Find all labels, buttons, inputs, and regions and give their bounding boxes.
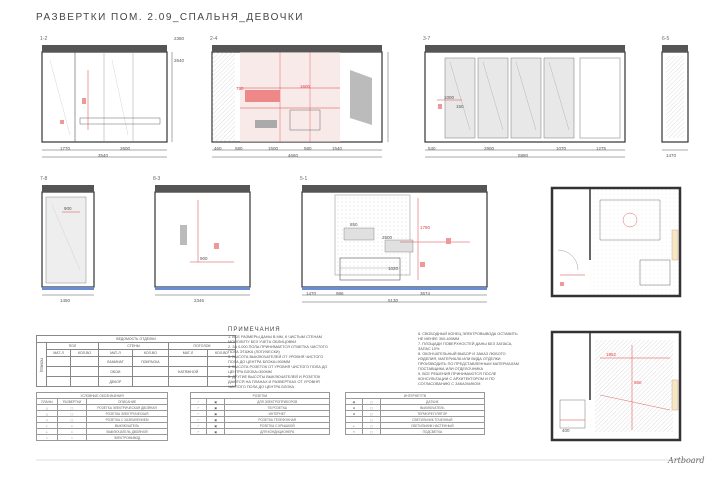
- dim-v51-total: 5130: [388, 298, 399, 303]
- legend-symbol: ▢: [363, 423, 381, 429]
- dim-v65-a: 1470: [666, 153, 677, 158]
- legend-desc: СВЕТИЛЬНИК ТОЧЕЧНЫЙ: [380, 417, 484, 423]
- note-line: ПОЛА ДО ЦЕНТРА БЛОКА=900ММ: [228, 360, 291, 364]
- legend-symbol: ▢: [57, 411, 86, 417]
- legend-desc: РОЗЕТКА ЭЛЕКТРИЧЕСКАЯ ДВОЙНАЯ: [87, 405, 168, 411]
- dim-v12-total: 3540: [98, 153, 109, 158]
- note-line: 9. ВСЕ РЕШЕНИЯ ПРИНИМАЮТСЯ ПОСЛЕ: [418, 372, 497, 376]
- finish-col-ceiling: ПОТОЛОК: [169, 343, 236, 350]
- note-line: 4. ВЫСОТА РОЗЕТОК ОТ УРОВНЯ ЧИСТОГО ПОЛА ДО: [228, 365, 328, 369]
- finish-cell: [47, 377, 71, 387]
- dim-v37-h: 1000: [444, 95, 455, 100]
- legend-desc: РОЗЕТКА ЭЛЕКТРИЧЕСКАЯ: [87, 411, 168, 417]
- dim-v37-h2: 150: [456, 104, 464, 109]
- elevation-8-3: [155, 185, 250, 295]
- notes-heading: ПРИМЕЧАНИЯ: [228, 327, 281, 333]
- sheet-title: РАЗВЕРТКИ ПОМ. 2.09_СПАЛЬНЯ_ДЕВОЧКИ: [36, 12, 304, 23]
- legend-symbol: ▪: [57, 423, 86, 429]
- dim-v12-b: 2600: [120, 146, 131, 151]
- legend-desc: ЭЛЕКТРОВЫВОД: [87, 435, 168, 441]
- view-label-5-1: 5-1: [300, 176, 308, 182]
- dim-v51-b: 986: [336, 291, 344, 296]
- dim-plan2-c: 400: [562, 428, 570, 433]
- dim-v83-a: 900: [200, 256, 208, 261]
- view-label-6-5: 6-5: [662, 36, 670, 42]
- view-label-3-7: 3-7: [423, 36, 431, 42]
- dim-v83-b: 2346: [194, 298, 205, 303]
- legend-table-sockets: [190, 392, 330, 435]
- finish-cell: [47, 357, 71, 367]
- legend-desc: РОЗЕТКА С ЗАЗЕМЛЕНИЕМ: [87, 417, 168, 423]
- legend-symbol: ▢: [363, 399, 381, 405]
- legend-desc: РОЗЕТКА С КРЫШКОЙ: [225, 423, 330, 429]
- legend1-col: ПЛАНЫ: [37, 399, 58, 405]
- legend-desc: ДАТЧИК: [380, 399, 484, 405]
- note-line: ЧИСТОГО ПОЛА ДО ЦЕНТРА БЛОКА: [228, 385, 295, 389]
- note-line: 6. СВОБОДНЫЙ КОНЕЦ ЭЛЕКТРОВЫВОДА ОСТАВИТЬ: [418, 332, 518, 336]
- legend-symbol: ⌐: [191, 405, 207, 411]
- legend-symbol: ▢: [57, 417, 86, 423]
- dim-v51-h4: 1780: [420, 225, 431, 230]
- dim-v51-a: 1470: [306, 291, 317, 296]
- legend-symbol: △: [37, 411, 58, 417]
- finish-col-floor: ПОЛ: [47, 343, 99, 350]
- note-line: ДАЮТСЯ НА ПЛАНАХ И РАЗВЕРТКАХ ОТ УРОВНЯ: [228, 380, 320, 384]
- finish-schedule-table: [36, 335, 236, 387]
- dim-plan2-a: 1952: [606, 352, 617, 357]
- dim-v51-h2: 2500: [382, 235, 393, 240]
- dim-v24-mid: 1600: [300, 84, 311, 89]
- legend-desc: ПОДСВЕТКА: [380, 429, 484, 435]
- finish-cell: ОБОИ: [99, 367, 133, 377]
- legend-symbol: ▢: [363, 429, 381, 435]
- legend-desc: ТВ РОЗЕТКА: [225, 405, 330, 411]
- legend2-title: РОЗЕТКИ: [191, 393, 330, 399]
- notes-block-right: [418, 332, 568, 387]
- elevation-7-8: [42, 185, 94, 295]
- finish-cell: ДЕКОР: [99, 377, 133, 387]
- dim-v12-h1: 2380: [174, 36, 185, 41]
- legend1-col: ОПИСАНИЕ: [87, 399, 168, 405]
- legend-symbol: ▣: [206, 411, 225, 417]
- note-line: 5. ДРУГИЕ ВЫСОТЫ ВЫКЛЮЧАТЕЛЕЙ И РОЗЕТОК: [228, 375, 321, 379]
- elevation-2-4: [212, 45, 388, 157]
- note-line: НЕ МЕНЕЕ 300-400ММ: [418, 337, 460, 341]
- legend-symbol: ▢: [363, 411, 381, 417]
- view-label-8-3: 8-3: [153, 176, 161, 182]
- legend-desc: ИНТЕРНЕТ: [225, 411, 330, 417]
- legend-symbol: ▢: [363, 405, 381, 411]
- dim-v24-e: 1540: [332, 146, 343, 151]
- notes-block: [228, 328, 408, 390]
- finish-cell: [71, 357, 99, 367]
- dim-v51-h3: 1020: [388, 266, 399, 271]
- legend-symbol: ⌐: [191, 417, 207, 423]
- dim-v51-c: 3674: [420, 291, 431, 296]
- legend-desc: ДЛЯ КОНДИЦИОНЕРА: [225, 429, 330, 435]
- dim-v24-c: 1500: [268, 146, 279, 151]
- dim-v78-b: 1450: [60, 298, 71, 303]
- finish-cell: [47, 367, 71, 377]
- legend-symbol: ▢: [363, 417, 381, 423]
- dim-v24-a: 460: [214, 146, 222, 151]
- finish-col-walls: СТЕНЫ: [99, 343, 169, 350]
- legend-symbol: ⌐: [191, 399, 207, 405]
- finish-hdr-mat: МАТ-Л: [47, 350, 71, 357]
- dim-v37-a: 540: [428, 146, 436, 151]
- dim-v37-c: 1070: [556, 146, 567, 151]
- floor-plan-bottom: [552, 332, 680, 440]
- dim-v12-a: 1770: [60, 146, 71, 151]
- note-line: ЗАПАС 10%: [418, 347, 440, 351]
- finish-table-title: ВЕДОМОСТЬ ОТДЕЛКИ: [37, 336, 236, 343]
- note-line: 1. ВСЕ РАЗМЕРЫ ДАНЫ В ММ, К ЧИСТЫМ СТЕНАМ: [228, 335, 322, 339]
- legend-table-electric: [36, 392, 168, 441]
- note-line: ПОЛА ЭТАЖА (ЛОГИЧЕСКИ): [228, 350, 280, 354]
- legend-desc: ВЫКЛЮЧАТЕЛЬ: [380, 405, 484, 411]
- dim-v37-d: 1275: [596, 146, 607, 151]
- legend-desc: СВЕТИЛЬНИК НАСТЕННЫЙ: [380, 423, 484, 429]
- legend-symbol: ○: [37, 435, 58, 441]
- dim-v12-h2: 2640: [174, 58, 185, 63]
- legend-symbol: ⊥: [37, 423, 58, 429]
- elevation-6-5: [662, 45, 688, 150]
- finish-hdr-qty: КОЛ-ВО: [207, 350, 235, 357]
- dim-v24-total: 4660: [288, 153, 299, 158]
- legend-symbol: ⊥: [37, 429, 58, 435]
- note-line: ЦЕНТРА БЛОКА=300ММ: [228, 370, 272, 374]
- note-line: СОГЛАСОВАНИЮ С ЗАКАЗЧИКОМ: [418, 382, 481, 386]
- dim-v51-h1: 850: [350, 222, 358, 227]
- floor-plan-top: [552, 188, 680, 296]
- legend-symbol: ▢: [57, 405, 86, 411]
- finish-cell: [71, 377, 99, 387]
- finish-hdr-mat: МАТ-Л: [99, 350, 133, 357]
- dim-plan2-b: 850: [634, 380, 642, 385]
- legend-desc: ВЫКЛЮЧАТЕЛЬ ДВОЙНОЙ: [87, 429, 168, 435]
- note-line: ПОСТАВЩИКА ИЛИ ОТДЕЛОЧНИКА: [418, 367, 484, 371]
- view-label-1-2: 1-2: [40, 36, 48, 42]
- legend-symbol: ⌐: [191, 429, 207, 435]
- legend-symbol: ·: [346, 417, 363, 423]
- legend-desc: ТЕРМОРЕГУЛЯТОР: [380, 411, 484, 417]
- dim-v24-b: 580: [235, 146, 243, 151]
- legend-symbol: ▣: [206, 405, 225, 411]
- note-line: 3. ВЫСОТА ВЫКЛЮЧАТЕЛЕЙ ОТ УРОВНЯ ЧИСТОГО: [228, 355, 324, 359]
- signature: Artboard: [668, 456, 705, 465]
- elevation-3-7: [425, 45, 625, 157]
- finish-cell: НАТЯЖНОЙ: [169, 367, 208, 377]
- legend-symbol: ⊗: [346, 411, 363, 417]
- note-line: 2. ЗА 0.000 ПОЛА ПРИНИМАЕТСЯ ОТМЕТКА ЧИСТОГО: [228, 345, 328, 349]
- view-label-7-8: 7-8: [40, 176, 48, 182]
- legend-symbol: ⌐: [191, 423, 207, 429]
- legend-symbol: △: [37, 405, 58, 411]
- legend-symbol: ○: [57, 435, 86, 441]
- note-line: 7. ПЛОЩАДИ ПОВЕРХНОСТЕЙ ДАНЫ БЕЗ ЗАПАСА,: [418, 342, 513, 346]
- legend-table-lighting: [345, 392, 485, 435]
- dim-v24-h1: 750: [236, 86, 244, 91]
- legend-symbol: ⌐: [191, 411, 207, 417]
- finish-cell: [71, 367, 99, 377]
- finish-cell: ПОКРАСКА: [132, 357, 168, 367]
- elevation-5-1: [302, 185, 487, 302]
- legend3-title: ИНТЕРНЕТ/ТВ: [346, 393, 485, 399]
- note-line: ПРОИЗВОДИТЬ ПО ПРЕДСТАВЛЕННЫМ МАТЕРИАЛАМ: [418, 362, 519, 366]
- note-line: ИЗДЕЛИЯ, МАТЕРИАЛА ИЛИ ВИДА ОТДЕЛКИ: [418, 357, 501, 361]
- legend-symbol: ◐: [346, 423, 363, 429]
- finish-hdr-qty: КОЛ-ВО: [71, 350, 99, 357]
- finish-cell: [169, 357, 208, 367]
- dim-v78-a: 900: [64, 206, 72, 211]
- legend-symbol: ◇: [37, 417, 58, 423]
- legend-desc: ВЫКЛЮЧАТЕЛЬ: [87, 423, 168, 429]
- finish-side-label: ПОМЕЩ: [37, 343, 47, 387]
- dim-v37-b: 2900: [484, 146, 495, 151]
- dim-v24-d: 580: [304, 146, 312, 151]
- finish-hdr-mat: МАТ-Л: [169, 350, 208, 357]
- legend1-col: РАЗВЕРТКИ: [57, 399, 86, 405]
- legend-symbol: ⊕: [346, 405, 363, 411]
- note-line: 8. ОКОНЧАТЕЛЬНЫЙ ВЫБОР И ЗАКАЗ ЛЮБОГО: [418, 352, 506, 356]
- finish-cell: [132, 377, 168, 387]
- finish-cell: ЛАМИНАТ: [99, 357, 133, 367]
- note-line: КОНСУЛЬТАЦИИ С АРХИТЕКТОРОМ И ПО: [418, 377, 495, 381]
- legend-symbol: ▪: [57, 429, 86, 435]
- finish-hdr-qty: КОЛ-ВО: [132, 350, 168, 357]
- note-line: МОНОЛИТУ БЕЗ УЧЕТА ОБЛИЦОВКИ: [228, 340, 297, 344]
- finish-cell: [132, 367, 168, 377]
- legend1-title: УСЛОВНЫЕ ОБОЗНАЧЕНИЯ: [37, 393, 168, 399]
- legend-desc: ДЛЯ ЭЛЕКТРОПРИБОРОВ: [225, 399, 330, 405]
- view-label-2-4: 2-4: [210, 36, 218, 42]
- legend-desc: РОЗЕТКА ТЕЛЕФОННАЯ: [225, 417, 330, 423]
- legend-symbol: ═: [346, 429, 363, 435]
- elevation-1-2: [42, 45, 172, 157]
- legend-symbol: ◉: [346, 399, 363, 405]
- legend-symbol: ▣: [206, 417, 225, 423]
- finish-cell: [169, 377, 208, 387]
- dim-v37-total: 5880: [518, 153, 529, 158]
- legend-symbol: ▣: [206, 429, 225, 435]
- legend-symbol: ▣: [206, 423, 225, 429]
- legend-symbol: ▣: [206, 399, 225, 405]
